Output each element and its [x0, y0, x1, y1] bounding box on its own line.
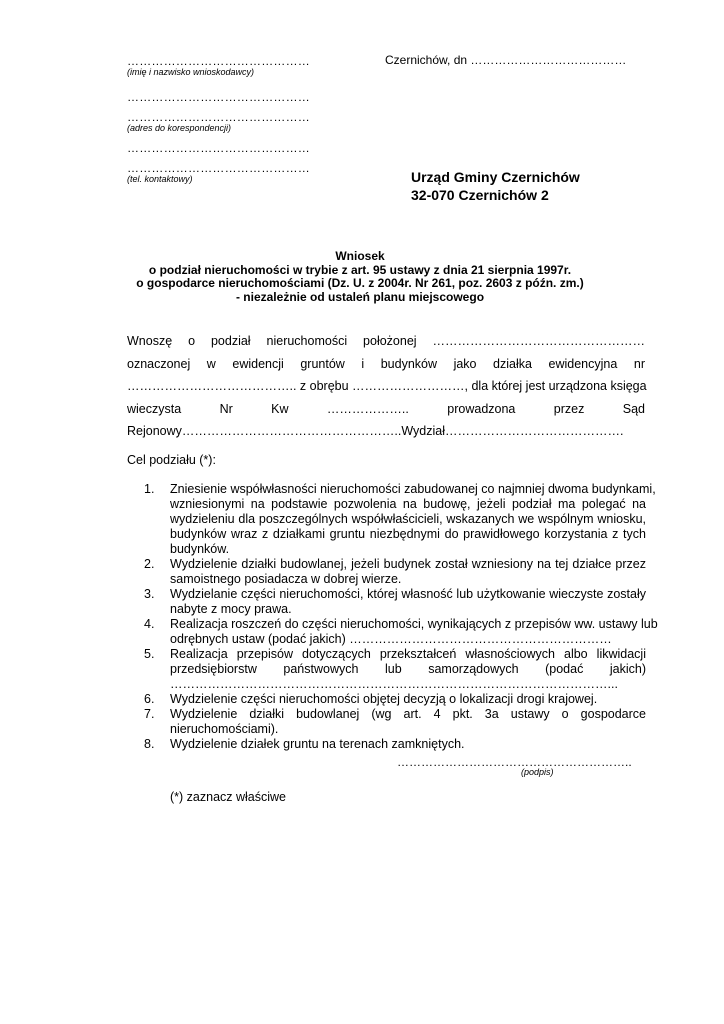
address-field-dots-2[interactable]: ………………………………………: [127, 110, 310, 124]
item-text: wzniesionymi na podstawie pozwolenia na budowę, jeżeli podział ma polegać na: [170, 497, 646, 511]
item-text: Wydzielenie działek gruntu na terenach zamkniętych.: [170, 737, 465, 751]
item-text: budynków wraz z działkami gruntu niezbędnymi do prawidłowego korzystania z tych: [170, 527, 646, 541]
item-text[interactable]: ……………………………………………………………………………………………...: [170, 677, 618, 691]
place-date[interactable]: Czernichów, dn …………………………………: [385, 53, 627, 67]
body-line: oznaczonej w ewidencji gruntów i budynków jako działka ewidencyjna nr: [127, 356, 645, 371]
signature-caption: (podpis): [521, 767, 554, 777]
phone-caption: (tel. kontaktowy): [127, 174, 193, 184]
title-line3: o gospodarce nieruchomościami (Dz. U. z 2004r. Nr 261, poz. 2603 z późn. zm.): [136, 276, 584, 290]
name-caption: (imię i nazwisko wnioskodawcy): [127, 67, 255, 77]
request-paragraph: [127, 330, 645, 443]
item-number: 1.: [144, 482, 155, 496]
list-item[interactable]: [144, 587, 646, 617]
item-text: Realizacja roszczeń do części nieruchomości, wynikających z przepisów ww. ustawy lub: [170, 617, 658, 631]
item-text: Wydzielenie działki budowlanej (wg art. 4 pkt. 3a ustawy o gospodarce: [170, 707, 646, 721]
address-field-dots-1[interactable]: ………………………………………: [127, 90, 310, 104]
item-text: Zniesienie współwłasności nieruchomości zabudowanej co najmniej dwoma budynkami,: [170, 482, 656, 496]
list-item[interactable]: [144, 647, 646, 692]
title-line2: o podział nieruchomości w trybie z art. 95 ustawy z dnia 21 sierpnia 1997r.: [148, 262, 572, 277]
recipient-line1: Urząd Gminy Czernichów: [411, 169, 580, 185]
item-number: 6.: [144, 692, 155, 706]
title-line4: - niezależnie od ustaleń planu miejscowego: [235, 289, 485, 304]
recipient-line2: 32-070 Czernichów 2: [411, 187, 549, 203]
item-number: 8.: [144, 737, 155, 751]
item-text: przedsiębiorstw państwowych lub samorządowych (podać jakich): [170, 662, 646, 676]
item-text: Realizacja przepisów dotyczących przekształceń własnościowych albo likwidacji: [170, 647, 646, 661]
phone-field-dots[interactable]: ………………………………………: [127, 161, 310, 175]
goals-list: [144, 482, 658, 752]
item-text: nieruchomościami).: [170, 722, 279, 736]
item-text: budynków.: [170, 542, 230, 556]
list-item[interactable]: [144, 482, 656, 557]
body-line[interactable]: Rejonowy……………………………………………..Wydział…………………………………….: [127, 424, 624, 439]
list-item[interactable]: [144, 617, 658, 647]
item-text: Wydzielanie części nieruchomości, której własność lub użytkowanie wieczyste zostały: [170, 587, 646, 601]
item-text: Wydzielenie działki budowlanej, jeżeli budynek został wzniesiony na tej działce przez: [170, 557, 646, 571]
list-item[interactable]: [144, 707, 646, 737]
item-number: 5.: [144, 647, 155, 661]
item-text: nabyte z mocy prawa.: [170, 602, 292, 616]
item-number: 2.: [144, 557, 155, 571]
goal-label: Cel podziału (*):: [127, 453, 216, 467]
body-line[interactable]: wieczysta Nr Kw ……………….. prowadzona przez Sąd: [127, 401, 645, 416]
name-field-dots[interactable]: ………………………………………: [127, 54, 310, 68]
item-text: wydzieleniu dla poszczególnych współwłaścicieli, wskazanych we wspólnym wniosku,: [170, 512, 646, 526]
item-number: 3.: [144, 587, 155, 601]
item-number: 4.: [144, 617, 155, 631]
item-text[interactable]: odrębnych ustaw (podać jakich) ………………………………………………………: [170, 632, 612, 646]
body-line[interactable]: ………………………………….. z obrębu ………………………, dla której jest urządzona księga: [127, 379, 647, 394]
item-text: Wydzielenie części nieruchomości objętej decyzją o lokalizacji drogi krajowej.: [170, 692, 598, 706]
item-text: samoistnego posiadacza w dobrej wierze.: [170, 572, 402, 586]
address-field-dots-3[interactable]: ………………………………………: [127, 141, 310, 155]
item-number: 7.: [144, 707, 155, 721]
title-line1: Wniosek: [335, 249, 385, 263]
list-item[interactable]: [144, 557, 646, 587]
list-item[interactable]: [144, 737, 646, 752]
body-line[interactable]: Wnoszę o podział nieruchomości położonej ……………………………………………: [127, 334, 645, 348]
list-item[interactable]: [144, 692, 646, 707]
address-caption: (adres do korespondencji): [127, 123, 232, 133]
footnote: (*) zaznacz właściwe: [170, 790, 287, 804]
signature-field[interactable]: …………………………………………………..: [397, 755, 632, 769]
document-title: [120, 250, 600, 304]
